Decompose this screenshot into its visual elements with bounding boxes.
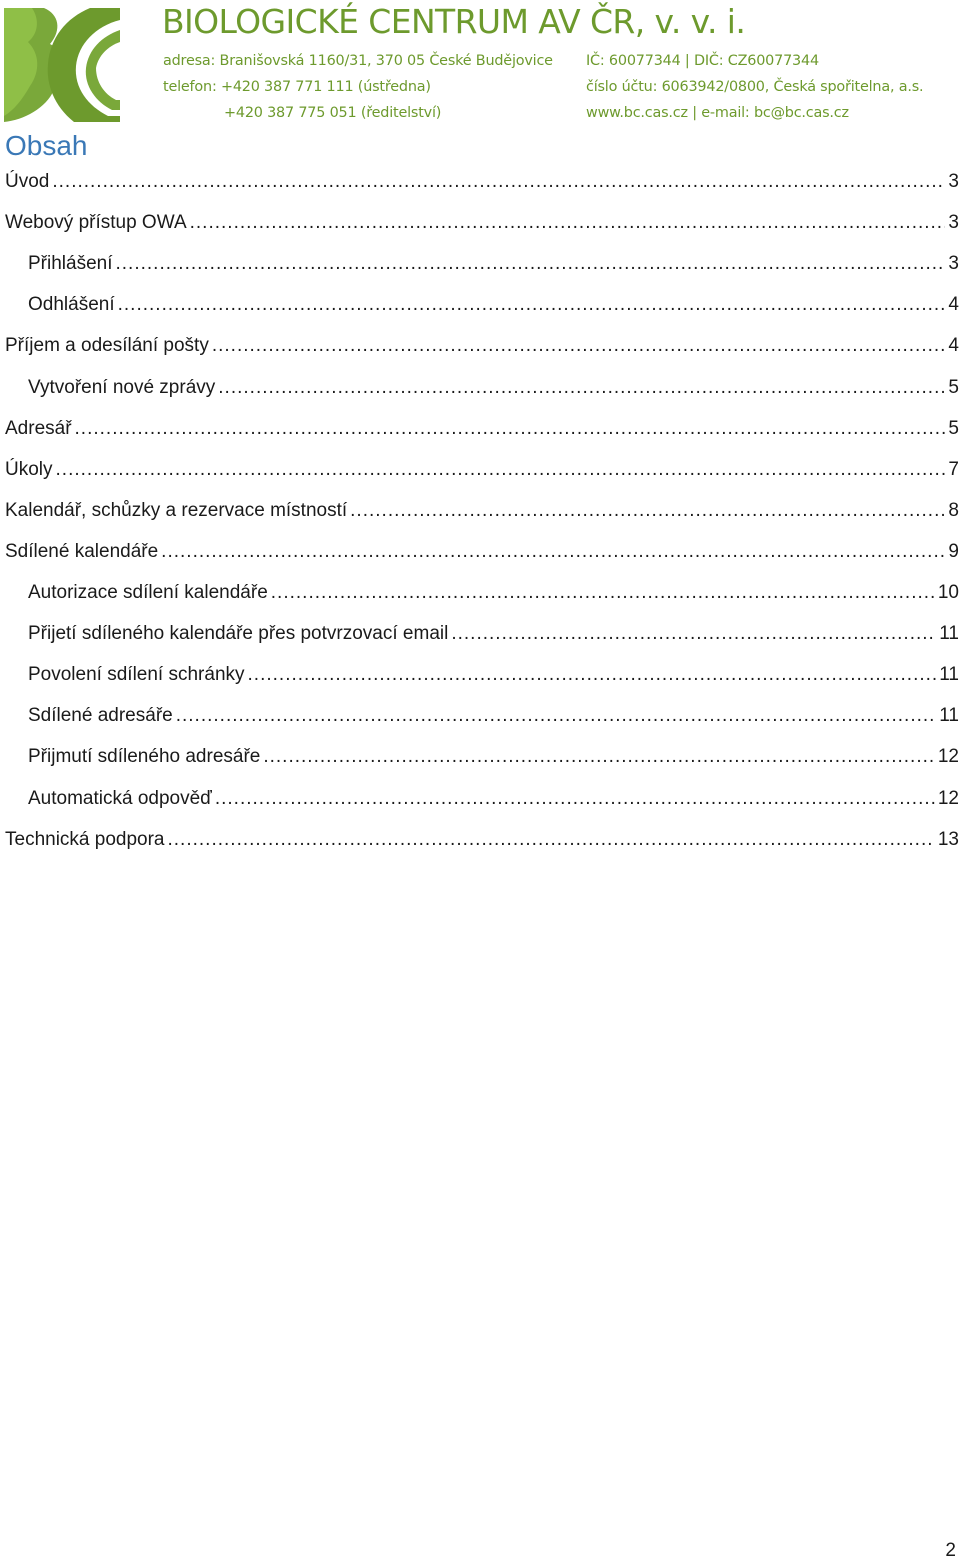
toc-entry[interactable] [5,541,959,571]
toc-entry-page: 12 [937,788,959,809]
toc-entry[interactable] [5,829,959,859]
toc-entry-title: Webový přístup OWA [5,212,187,233]
toc-entry-title: Příjem a odesílání pošty [5,335,209,356]
toc-entry-title: Automatická odpověď [28,788,212,809]
toc-entry-page: 5 [948,377,959,398]
toc-entry-title: Úkoly [5,459,53,480]
toc-dot-leader [176,705,937,727]
toc-heading: Obsah [5,130,88,161]
bc-logo-icon [4,8,120,122]
toc-entry-title: Kalendář, schůzky a rezervace místností [5,500,348,521]
toc-entry[interactable] [28,582,959,612]
toc-entry[interactable] [28,664,959,694]
toc-entry-title: Přijetí sdíleného kalendáře přes potvrzovací email [28,623,449,644]
address-line: adresa: Branišovská 1160/31, 370 05 České Budějovice [163,53,553,69]
toc-entry[interactable] [28,623,959,653]
toc-entry[interactable] [28,746,959,776]
toc-entry-page: 4 [948,335,959,356]
toc-entry-title: Přijmutí sdíleného adresáře [28,746,261,767]
toc-dot-leader [215,788,935,810]
toc-entry-title: Vytvoření nové zprávy [28,377,216,398]
toc-dot-leader [118,294,946,316]
toc-entry-page: 12 [937,746,959,767]
toc-entry-page: 4 [948,294,959,315]
toc-entry-page: 7 [948,459,959,480]
toc-entry-title: Odhlášení [28,294,115,315]
web-email-line: www.bc.cas.cz | e-mail: bc@bc.cas.cz [586,105,849,121]
toc-dot-leader [218,377,945,399]
toc-dot-leader [263,746,935,768]
toc-entry[interactable] [28,705,959,735]
toc-entry[interactable] [5,335,959,365]
tax-id-line: IČ: 60077344 | DIČ: CZ60077344 [586,53,819,69]
toc-entry-title: Úvod [5,171,50,192]
toc-entry-page: 10 [937,582,959,603]
toc-entry-page: 3 [948,212,959,233]
toc-entry[interactable] [28,253,959,283]
organization-name: BIOLOGICKÉ CENTRUM AV ČR, v. v. i. [162,2,746,41]
director-phone-line: +420 387 775 051 (ředitelství) [224,105,442,121]
toc-entry[interactable] [5,418,959,448]
toc-dot-leader [451,623,936,645]
toc-dot-leader [56,459,946,481]
toc-entry[interactable] [28,294,959,324]
toc-entry-title: Sdílené adresáře [28,705,173,726]
toc-entry-title: Povolení sdílení schránky [28,664,245,685]
bank-account-line: číslo účtu: 6063942/0800, Česká spořitelna, a.s. [586,79,924,95]
toc-dot-leader [75,418,946,440]
toc-entry-title: Adresář [5,418,72,439]
toc-entry[interactable] [28,377,959,407]
toc-dot-leader [168,829,935,851]
toc-entry[interactable] [5,212,959,242]
toc-entry-page: 9 [948,541,959,562]
toc-dot-leader [52,171,945,193]
toc-entry-page: 5 [948,418,959,439]
toc-dot-leader [161,541,945,563]
toc-entry-title: Technická podpora [5,829,165,850]
toc-entry-page: 11 [939,705,959,726]
letterhead [0,0,960,130]
toc-entry[interactable] [5,171,959,201]
phone-line: telefon: +420 387 771 111 (ústředna) [163,79,431,95]
page-number: 2 [945,1540,956,1561]
toc-entry-title: Přihlášení [28,253,113,274]
toc-dot-leader [271,582,935,604]
toc-entry-page: 3 [948,253,959,274]
toc-entry-page: 8 [948,500,959,521]
toc-entry-page: 11 [939,623,959,644]
toc-dot-leader [212,335,946,357]
toc-dot-leader [116,253,946,275]
toc-dot-leader [248,664,937,686]
toc-entry-page: 13 [937,829,959,850]
toc-entry-title: Sdílené kalendáře [5,541,159,562]
toc-entry-page: 11 [939,664,959,685]
toc-entry[interactable] [28,788,959,818]
toc-entry[interactable] [5,459,959,489]
toc-entry-title: Autorizace sdílení kalendáře [28,582,268,603]
toc-entry-page: 3 [948,171,959,192]
toc-entry[interactable] [5,500,959,530]
toc-dot-leader [190,212,946,234]
toc-dot-leader [350,500,945,522]
